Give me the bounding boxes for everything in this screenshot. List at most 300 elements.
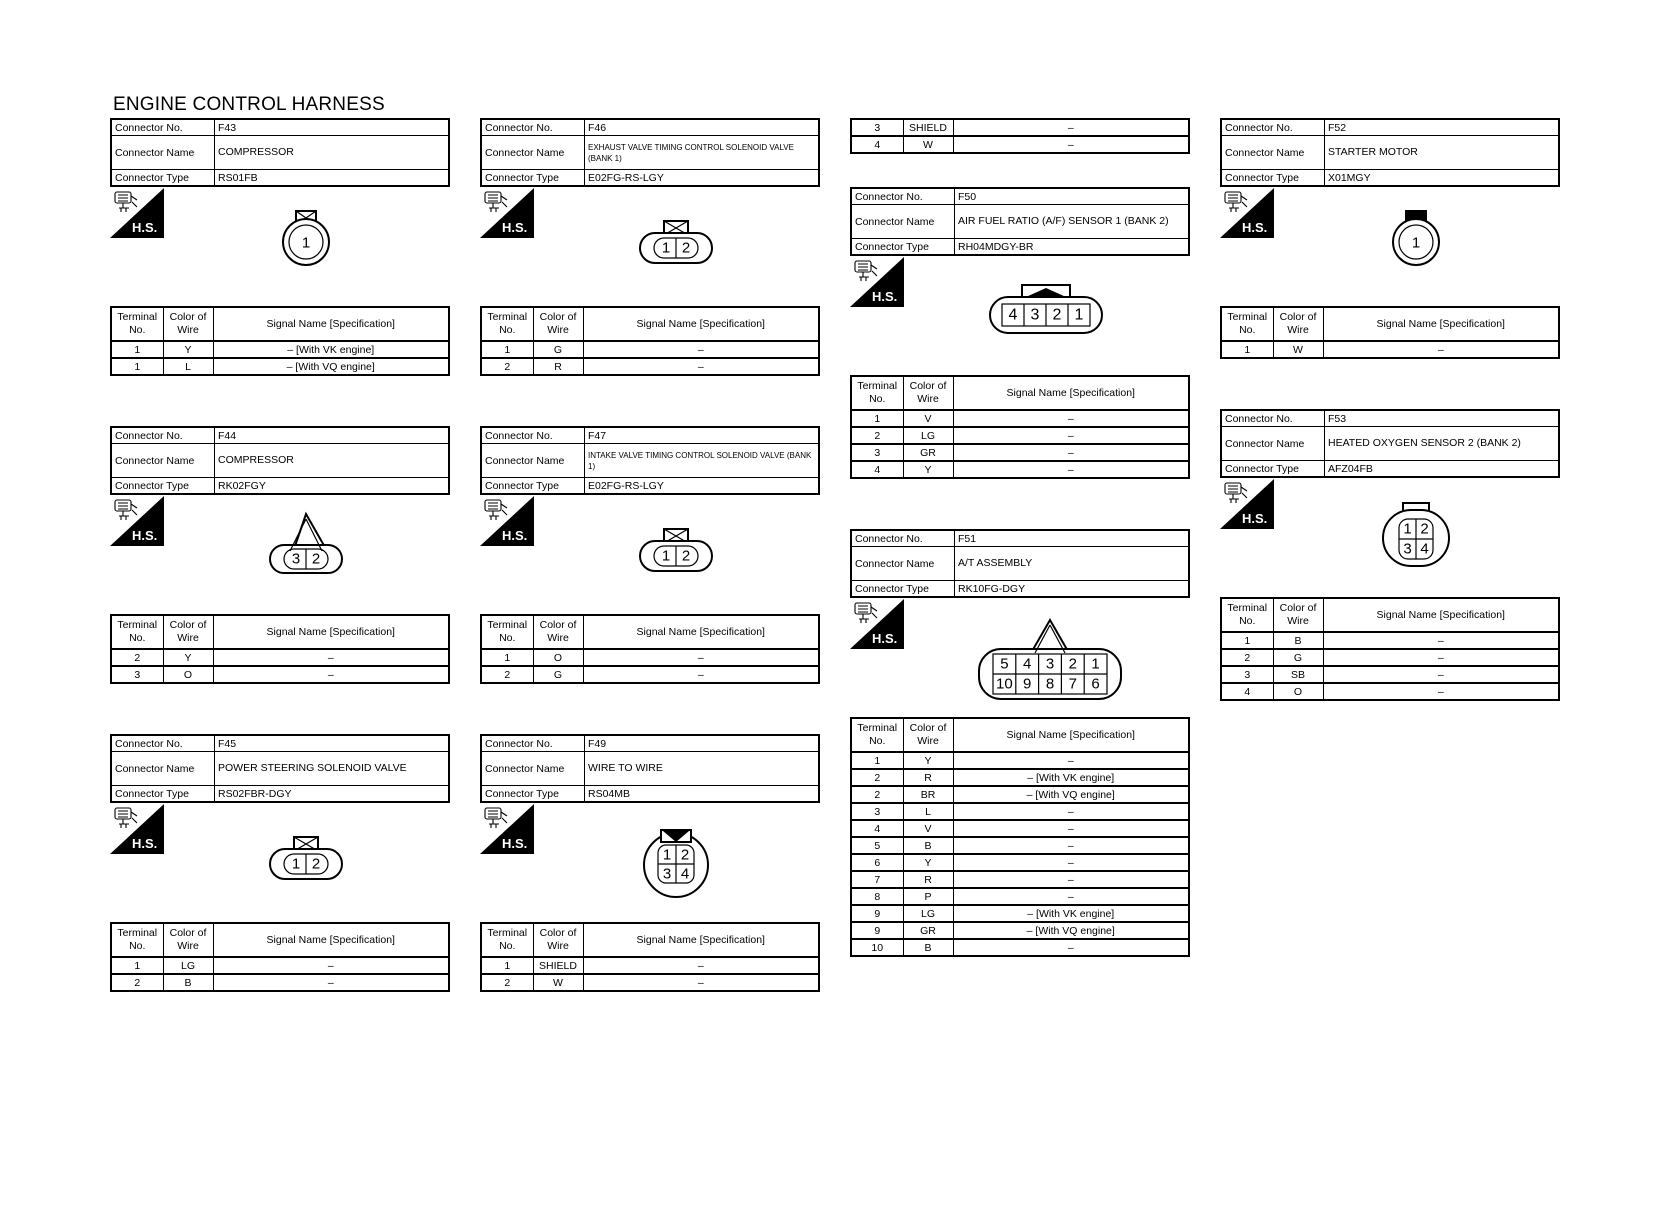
connector-block-f45 [110, 734, 450, 1100]
signal-name-header: Signal Name [Specification] [213, 923, 449, 957]
info-value: STARTER MOTOR [1325, 136, 1560, 170]
wire-color-cell: L [163, 358, 213, 375]
pin-number: 2 [311, 855, 321, 873]
terminal-table [850, 118, 1190, 154]
terminal-no-cell: 3 [111, 666, 163, 683]
info-label: Connector Name [1221, 136, 1325, 170]
terminal-no-cell: 2 [111, 974, 163, 991]
info-label: Connector Type [481, 170, 585, 187]
color-of-wire-header: Color of Wire [533, 307, 583, 341]
signal-name-header: Signal Name [Specification] [1323, 307, 1559, 341]
info-value: X01MGY [1325, 170, 1560, 187]
info-label: Connector Name [111, 444, 215, 478]
color-of-wire-header: Color of Wire [163, 923, 213, 957]
wire-color-cell: V [903, 410, 953, 427]
connector-info-table [110, 734, 450, 803]
pin-number: 3 [662, 865, 672, 883]
hs-harness-side-icon [1220, 188, 1274, 238]
hs-label: H.S. [502, 220, 528, 235]
connector-type-row [111, 170, 449, 187]
wire-color-cell: W [903, 136, 953, 153]
terminal-no-cell: 2 [851, 769, 903, 786]
wire-color-cell: GR [903, 444, 953, 461]
signal-name-cell: – [1323, 683, 1559, 700]
pin-number: 1 [1074, 306, 1084, 324]
info-label: Connector Type [851, 581, 955, 598]
info-label: Connector Type [481, 786, 585, 803]
info-value: RK02FGY [215, 478, 450, 495]
wire-color-cell: W [533, 974, 583, 991]
terminal-no-cell: 7 [851, 871, 903, 888]
signal-name-cell: – [1323, 649, 1559, 666]
terminal-no-cell: 1 [111, 341, 163, 358]
signal-name-cell: – [583, 358, 819, 375]
terminal-no-cell: 1 [851, 410, 903, 427]
info-label: Connector Type [111, 786, 215, 803]
info-value: F49 [585, 735, 820, 752]
pin-number: 4 [1023, 655, 1032, 673]
terminal-table-header [481, 923, 819, 957]
terminal-table-wrap [1220, 597, 1560, 701]
signal-name-cell: – [213, 974, 449, 991]
info-label: Connector Name [1221, 427, 1325, 461]
info-value: WIRE TO WIRE [585, 752, 820, 786]
connector-name-row [481, 752, 819, 786]
connector-no-row [1221, 119, 1559, 136]
hs-label: H.S. [502, 528, 528, 543]
info-value: POWER STEERING SOLENOID VALVE [215, 752, 450, 786]
connector-name-row [1221, 427, 1559, 461]
terminal-no-cell: 2 [481, 974, 533, 991]
signal-name-header: Signal Name [Specification] [953, 718, 1189, 752]
signal-name-cell: – [With VQ engine] [953, 786, 1189, 803]
wire-color-cell: SHIELD [533, 957, 583, 974]
info-value: RS01FB [215, 170, 450, 187]
wire-color-cell: R [533, 358, 583, 375]
hs-label: H.S. [132, 220, 158, 235]
connector-no-row [111, 427, 449, 444]
color-of-wire-header: Color of Wire [903, 718, 953, 752]
connector-name-row [111, 444, 449, 478]
table-row [851, 905, 1189, 922]
terminal-table [850, 717, 1190, 957]
wire-color-cell: Y [163, 649, 213, 666]
hs-label: H.S. [872, 289, 898, 304]
connector-face-diagram [1379, 500, 1453, 570]
info-label: Connector Type [111, 478, 215, 495]
info-value: F44 [215, 427, 450, 444]
info-value: F53 [1325, 410, 1560, 427]
connector-face-diagram [636, 525, 716, 575]
connector-name-row [111, 136, 449, 170]
terminal-table-wrap [850, 375, 1190, 479]
info-value: F47 [585, 427, 820, 444]
info-value: COMPRESSOR [215, 136, 450, 170]
terminal-no-cell: 2 [1221, 649, 1273, 666]
info-label: Connector Type [1221, 461, 1325, 478]
connector-info-table [110, 426, 450, 495]
wire-color-cell: V [903, 820, 953, 837]
terminal-no-cell: 1 [481, 649, 533, 666]
pin-number: 1 [662, 846, 672, 864]
connector-info-table [1220, 409, 1560, 478]
table-row [851, 786, 1189, 803]
wire-color-cell: L [903, 803, 953, 820]
info-value: COMPRESSOR [215, 444, 450, 478]
connector-no-row [111, 735, 449, 752]
terminal-table [1220, 597, 1560, 701]
table-row [111, 666, 449, 683]
signal-name-cell: – [953, 939, 1189, 956]
connector-name-row [851, 205, 1189, 239]
signal-name-cell: – [1323, 341, 1559, 358]
terminal-table-wrap [480, 614, 820, 684]
connector-no-row [851, 188, 1189, 205]
pin-number: 2 [681, 239, 691, 257]
signal-name-header: Signal Name [Specification] [583, 615, 819, 649]
connector-info-table [850, 529, 1190, 598]
info-value: RK10FG-DGY [955, 581, 1190, 598]
hs-harness-side-icon [850, 257, 904, 307]
info-value: INTAKE VALVE TIMING CONTROL SOLENOID VALVE (BANK 1) [585, 444, 820, 478]
table-row [481, 957, 819, 974]
signal-name-cell: – [With VK engine] [213, 341, 449, 358]
connector-no-row [481, 735, 819, 752]
signal-name-cell: – [213, 666, 449, 683]
terminal-no-cell: 1 [1221, 341, 1273, 358]
wire-color-cell: R [903, 871, 953, 888]
signal-name-cell: – [953, 461, 1189, 478]
terminal-table-header [1221, 598, 1559, 632]
pin-number: 3 [291, 550, 301, 568]
signal-name-header: Signal Name [Specification] [213, 615, 449, 649]
terminal-no-cell: 4 [1221, 683, 1273, 700]
table-row [481, 341, 819, 358]
connector-info-table [480, 734, 820, 803]
table-row [851, 769, 1189, 786]
terminal-no-cell: 1 [1221, 632, 1273, 649]
info-value: AIR FUEL RATIO (A/F) SENSOR 1 (BANK 2) [955, 205, 1190, 239]
terminal-table-header [1221, 307, 1559, 341]
wire-color-cell: O [163, 666, 213, 683]
terminal-table-wrap [480, 306, 820, 376]
hs-harness-side-icon [1220, 479, 1274, 529]
wire-color-cell: Y [903, 854, 953, 871]
info-label: Connector Name [111, 752, 215, 786]
terminal-no-cell: 10 [851, 939, 903, 956]
color-of-wire-header: Color of Wire [1273, 598, 1323, 632]
connector-type-row [111, 478, 449, 495]
wire-color-cell: SHIELD [903, 119, 953, 136]
terminal-table-header [111, 923, 449, 957]
signal-name-cell: – [953, 119, 1189, 136]
terminal-no-cell: 2 [851, 427, 903, 444]
signal-name-cell: – [583, 974, 819, 991]
table-row [1221, 341, 1559, 358]
signal-name-cell: – [953, 427, 1189, 444]
table-row [851, 939, 1189, 956]
connector-name-row [481, 444, 819, 478]
table-row [851, 752, 1189, 769]
pin-number: 1 [1411, 234, 1421, 252]
signal-name-cell: – [953, 752, 1189, 769]
connector-no-row [111, 119, 449, 136]
terminal-table-wrap [480, 922, 820, 992]
pin-number: 2 [1068, 655, 1077, 673]
connector-type-row [481, 170, 819, 187]
connector-face-diagram [975, 617, 1125, 705]
pin-number: 3 [1030, 306, 1040, 324]
signal-name-cell: – [583, 666, 819, 683]
terminal-no-cell: 5 [851, 837, 903, 854]
table-row [111, 974, 449, 991]
pin-number: 5 [1000, 655, 1009, 673]
color-of-wire-header: Color of Wire [903, 376, 953, 410]
continued-terminal-table [850, 118, 1190, 154]
color-of-wire-header: Color of Wire [533, 615, 583, 649]
color-of-wire-header: Color of Wire [533, 923, 583, 957]
terminal-no-cell: 4 [851, 136, 903, 153]
signal-name-cell: – [953, 871, 1189, 888]
terminal-no-cell: 9 [851, 905, 903, 922]
signal-name-cell: – [1323, 666, 1559, 683]
table-row [1221, 649, 1559, 666]
hs-label: H.S. [1242, 511, 1268, 526]
terminal-no-header: Terminal No. [481, 923, 533, 957]
terminal-no-cell: 2 [851, 786, 903, 803]
table-row [851, 854, 1189, 871]
info-value: RS02FBR-DGY [215, 786, 450, 803]
pin-number: 2 [680, 846, 690, 864]
table-row [111, 341, 449, 358]
color-of-wire-header: Color of Wire [1273, 307, 1323, 341]
wire-color-cell: LG [163, 957, 213, 974]
signal-name-cell: – [953, 410, 1189, 427]
signal-name-header: Signal Name [Specification] [583, 307, 819, 341]
wire-color-cell: Y [163, 341, 213, 358]
pin-number: 2 [681, 547, 691, 565]
terminal-table-header [851, 376, 1189, 410]
wire-color-cell: G [1273, 649, 1323, 666]
wire-color-cell: B [1273, 632, 1323, 649]
table-row [851, 922, 1189, 939]
connector-block-f49 [480, 734, 820, 1100]
pin-number: 6 [1091, 675, 1100, 693]
hs-label: H.S. [502, 836, 528, 851]
info-label: Connector Type [111, 170, 215, 187]
table-row [851, 803, 1189, 820]
signal-name-header: Signal Name [Specification] [1323, 598, 1559, 632]
signal-name-cell: – [With VK engine] [953, 769, 1189, 786]
connector-face-diagram [636, 217, 716, 267]
info-label: Connector No. [851, 188, 955, 205]
terminal-no-cell: 1 [111, 358, 163, 375]
connector-type-row [111, 786, 449, 803]
hs-harness-side-icon [110, 188, 164, 238]
signal-name-cell: – [953, 803, 1189, 820]
table-row [481, 649, 819, 666]
terminal-no-header: Terminal No. [111, 923, 163, 957]
connector-block-f50 [850, 187, 1190, 553]
connector-block-f53 [1220, 409, 1560, 775]
hs-label: H.S. [132, 836, 158, 851]
pin-number: 1 [1403, 520, 1412, 538]
terminal-table-wrap [110, 306, 450, 376]
signal-name-cell: – [With VK engine] [953, 905, 1189, 922]
info-value: RS04MB [585, 786, 820, 803]
info-label: Connector No. [111, 427, 215, 444]
pin-number: 1 [291, 855, 301, 873]
signal-name-header: Signal Name [Specification] [583, 923, 819, 957]
signal-name-cell: – [213, 649, 449, 666]
wire-color-cell: G [533, 341, 583, 358]
wire-color-cell: P [903, 888, 953, 905]
terminal-no-cell: 4 [851, 461, 903, 478]
terminal-no-cell: 8 [851, 888, 903, 905]
pin-number: 4 [1008, 306, 1018, 324]
pin-number: 8 [1045, 675, 1055, 693]
table-row [851, 888, 1189, 905]
table-row [111, 649, 449, 666]
connector-face-diagram [639, 825, 713, 899]
connector-face-diagram [276, 208, 336, 268]
signal-name-cell: – [213, 957, 449, 974]
hs-harness-side-icon [850, 599, 904, 649]
terminal-no-header: Terminal No. [111, 615, 163, 649]
terminal-no-header: Terminal No. [481, 307, 533, 341]
info-value: F45 [215, 735, 450, 752]
pin-number: 4 [680, 865, 690, 883]
hs-harness-side-icon [110, 496, 164, 546]
table-row [851, 871, 1189, 888]
info-label: Connector No. [481, 427, 585, 444]
info-label: Connector Name [481, 752, 585, 786]
info-label: Connector Name [111, 136, 215, 170]
info-label: Connector Type [1221, 170, 1325, 187]
connector-info-table [1220, 118, 1560, 187]
terminal-table [110, 922, 450, 992]
wire-color-cell: Y [903, 461, 953, 478]
pin-number: 2 [1052, 306, 1062, 324]
signal-name-cell: – [953, 444, 1189, 461]
connector-no-row [1221, 410, 1559, 427]
info-label: Connector No. [1221, 410, 1325, 427]
terminal-no-header: Terminal No. [111, 307, 163, 341]
table-row [481, 974, 819, 991]
pin-number: 3 [1403, 540, 1412, 558]
terminal-no-cell: 1 [481, 957, 533, 974]
info-value: A/T ASSEMBLY [955, 547, 1190, 581]
wire-color-cell: LG [903, 905, 953, 922]
wire-color-cell: B [903, 837, 953, 854]
connector-type-row [481, 786, 819, 803]
table-row [851, 410, 1189, 427]
terminal-table-header [111, 615, 449, 649]
terminal-no-cell: 1 [851, 752, 903, 769]
info-value: F46 [585, 119, 820, 136]
terminal-table [110, 614, 450, 684]
page-title: ENGINE CONTROL HARNESS [113, 94, 385, 115]
terminal-table [850, 375, 1190, 479]
terminal-no-cell: 4 [851, 820, 903, 837]
signal-name-cell: – [1323, 632, 1559, 649]
color-of-wire-header: Color of Wire [163, 307, 213, 341]
table-row [111, 358, 449, 375]
connector-face-diagram [1386, 208, 1446, 268]
connector-no-row [481, 427, 819, 444]
wire-color-cell: BR [903, 786, 953, 803]
terminal-table-wrap [850, 717, 1190, 957]
terminal-table-header [481, 615, 819, 649]
connector-face-diagram [986, 279, 1106, 339]
wire-color-cell: R [903, 769, 953, 786]
info-label: Connector No. [1221, 119, 1325, 136]
wire-color-cell: SB [1273, 666, 1323, 683]
info-label: Connector Name [851, 205, 955, 239]
terminal-no-cell: 3 [1221, 666, 1273, 683]
terminal-table-header [481, 307, 819, 341]
pin-number: 4 [1420, 540, 1429, 558]
table-row [851, 119, 1189, 136]
wire-color-cell: GR [903, 922, 953, 939]
signal-name-cell: – [953, 820, 1189, 837]
wire-color-cell: B [903, 939, 953, 956]
hs-label: H.S. [132, 528, 158, 543]
hs-harness-side-icon [480, 804, 534, 854]
connector-name-row [111, 752, 449, 786]
terminal-no-cell: 2 [111, 649, 163, 666]
wire-color-cell: Y [903, 752, 953, 769]
pin-number: 1 [661, 547, 671, 565]
signal-name-header: Signal Name [Specification] [953, 376, 1189, 410]
terminal-no-cell: 6 [851, 854, 903, 871]
wire-color-cell: W [1273, 341, 1323, 358]
wire-color-cell: O [533, 649, 583, 666]
connector-block-f51 [850, 529, 1190, 954]
connector-face-diagram [266, 511, 346, 577]
signal-name-cell: – [953, 136, 1189, 153]
table-row [1221, 632, 1559, 649]
info-value: F43 [215, 119, 450, 136]
terminal-table [110, 306, 450, 376]
info-label: Connector No. [851, 530, 955, 547]
table-row [851, 461, 1189, 478]
terminal-no-header: Terminal No. [851, 718, 903, 752]
pin-number: 2 [311, 550, 321, 568]
info-label: Connector Type [851, 239, 955, 256]
connector-name-row [481, 136, 819, 170]
info-value: F51 [955, 530, 1190, 547]
signal-name-cell: – [583, 957, 819, 974]
signal-name-cell: – [953, 888, 1189, 905]
info-label: Connector Name [851, 547, 955, 581]
info-label: Connector No. [111, 735, 215, 752]
terminal-table [1220, 306, 1560, 359]
connector-name-row [851, 547, 1189, 581]
info-value: AFZ04FB [1325, 461, 1560, 478]
terminal-no-header: Terminal No. [851, 376, 903, 410]
info-label: Connector No. [111, 119, 215, 136]
hs-harness-side-icon [480, 496, 534, 546]
table-row [1221, 666, 1559, 683]
wire-color-cell: LG [903, 427, 953, 444]
pin-number: 10 [996, 675, 1013, 693]
terminal-no-header: Terminal No. [1221, 598, 1273, 632]
hs-label: H.S. [1242, 220, 1268, 235]
terminal-no-cell: 3 [851, 444, 903, 461]
table-row [851, 820, 1189, 837]
terminal-no-cell: 1 [111, 957, 163, 974]
